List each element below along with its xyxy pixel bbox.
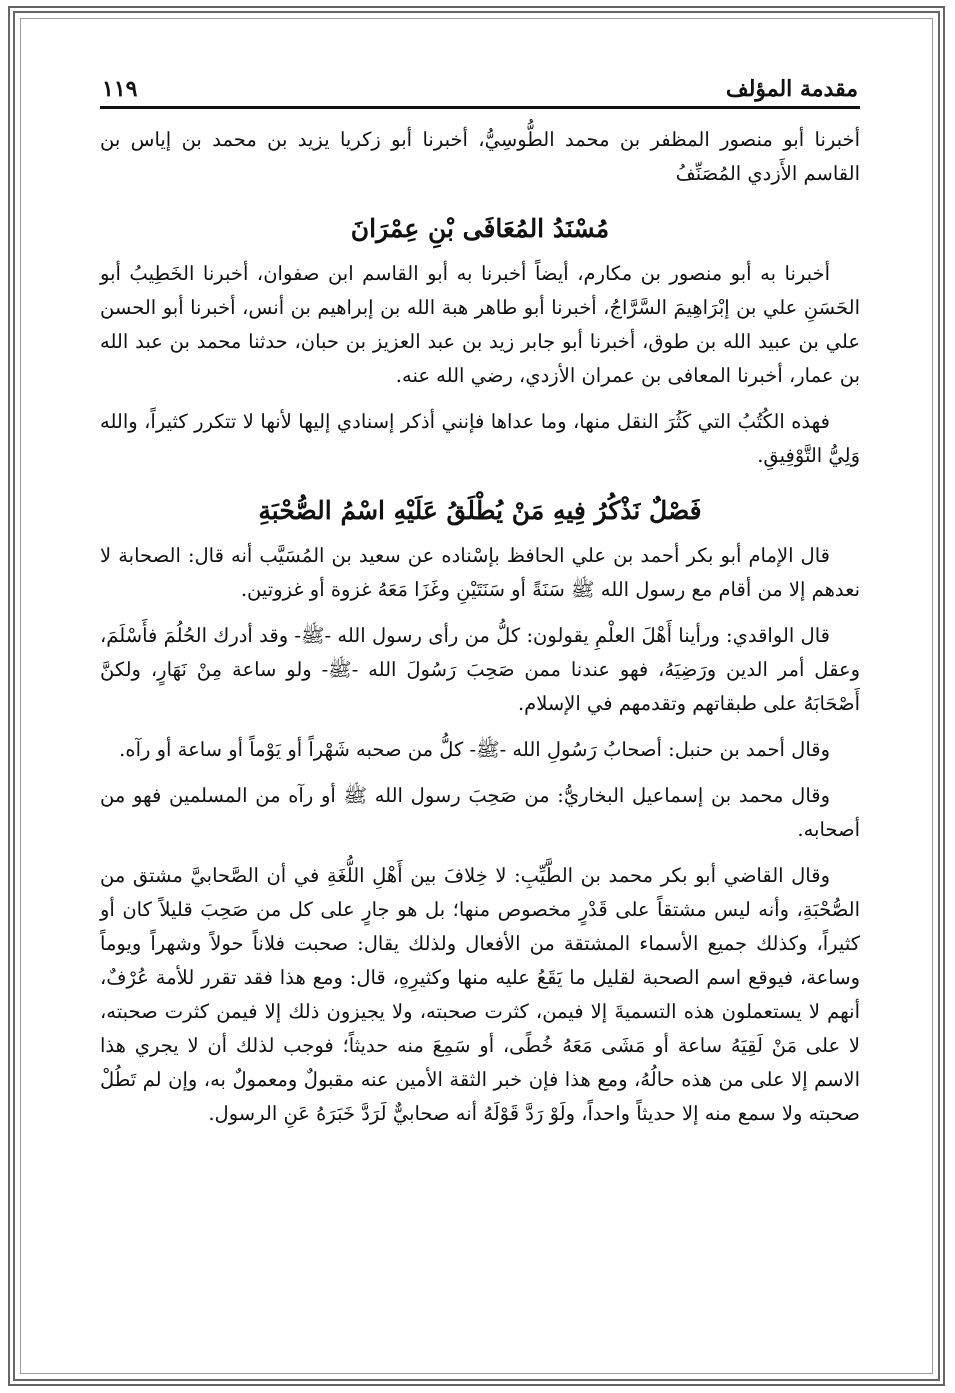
paragraph: أخبرنا أبو منصور المظفر بن محمد الطُّوسِيُّ، أخبرنا أبو زكريا يزيد بن محمد بن إياس بن القاسم الأَزدي المُصَنِّفُ (100, 128, 860, 185)
running-header (100, 68, 860, 109)
paragraph: قال الواقدي: ورأينا أَهْلَ العلْمِ يقولون: كلُّ من رأى رسول الله -ﷺ- وقد أدرك الحُلُمَ فأَسْلَمَ، وعقل أمر الدين ورَضِيَهُ، فهو عندنا ممن صَحِبَ رَسُولَ الله -ﷺ- ولو ساعة مِنْ نَهَارٍ، ولكنَّ أَصْحَابَهُ على طبقاتهم وتقدمهم في الإسلام. (100, 624, 860, 715)
paragraph: قال الإمام أبو بكر أحمد بن علي الحافظ بإسْناده عن سعيد بن المُسَيَّب أنه قال: الصحابة لا نعدهم إلا من أقام مع رسول الله ﷺ سَنَةً أو سَنَتَيْنِ وغَزَا مَعَهُ غزوة أو غزوتين. (100, 544, 860, 601)
section-heading: مُسْنَدُ المُعَافَى بْنِ عِمْرَانَ (350, 214, 610, 243)
paragraph: أخبرنا به أبو منصور بن مكارم، أيضاً أخبرنا به أبو القاسم ابن صفوان، أخبرنا الخَطِيبُ أبو الحَسَنِ علي بن إبْرَاهِيمَ السَّرَّاجُ، أخبرنا أبو طاهر هبة الله بن إبراهيم بن أنس، أخبرنا أبو الحسن علي بن عبيد الله بن طوق، أخبرنا أبو جابر زيد بن عبد العزيز بن حبان، حدثنا محمد بن عبد الله بن عمار، أخبرنا المعافى بن عمران الأزدي، رضي الله عنه. (100, 262, 860, 387)
page-body (100, 123, 860, 1131)
paragraph: وقال القاضي أبو بكر محمد بن الطَّيِّبِ: لا خِلافَ بين أَهْلِ اللُّغَةِ في أن الصَّحابيَّ مشتق من الصُّحْبَةِ، وأنه ليس مشتقاً على قَدْرٍ مخصوص منها؛ بل هو جارٍ على كل من صَحِبَ قليلاً كان أو كثيراً، وكذلك جميع الأسماء المشتقة من الأفعال ولذلك يقال: صحبت فلاناً حولاً وشهراً ويوماً وساعة، فيوقع اسم الصحبة لقليل ما يَقَعُ عليه منها وكثيرِهِ، قال: ومع هذا فقد تقرر للأمة عُرْفٌ، أنهم لا يستعملون هذه التسميةَ إلا فيمن، كثرت صحبته، ولا يجيزون ذلك إلا فيمن كثرت صحبته، لا على مَنْ لَقِيَهُ ساعة أو مَشَى مَعَهُ خُطًى، أو سَمِعَ منه حديثاً؛ فوجب لذلك أن لا يجري هذا الاسم إلا على من هذه حالُهُ، ومع هذا فإن خبر الثقة الأمين عنه مقبولٌ ومعمولٌ به، وإن لم تَطُلْ صحبته ولا سمع منه إلا حديثاً واحداً، ولَوْ رَدَّ قَوْلَهُ أنه صحابيٌّ لَرَدَّ خَبَرَهُ عَنِ الرسول. (100, 864, 860, 1125)
paragraph: وقال أحمد بن حنبل: أصحابُ رَسُولِ الله -ﷺ- كلُّ من صحبه شَهْراً أو يَوْماً أو ساعة أو رآه. (119, 738, 830, 761)
running-header-title: مقدمة المؤلف (725, 76, 858, 102)
paragraph: فهذه الكُتُبُ التي كَثُرَ النقل منها، وما عداها فإنني أذكر إسنادي إليها لأنها لا تتكرر كثيراً، والله وَلِيُّ التَّوْفِيقِ. (100, 410, 860, 467)
page-number: ١١٩ (102, 76, 138, 102)
paragraph: وقال محمد بن إسماعيل البخاريُّ: من صَحِبَ رسول الله ﷺ أو رآه من المسلمين فهو من أصحابه. (100, 784, 860, 841)
section-heading: فَصْلٌ نَذْكُرُ فِيهِ مَنْ يُطْلَقُ عَلَيْهِ اسْمُ الصُّحْبَةِ (258, 496, 702, 525)
book-page (100, 68, 860, 1298)
